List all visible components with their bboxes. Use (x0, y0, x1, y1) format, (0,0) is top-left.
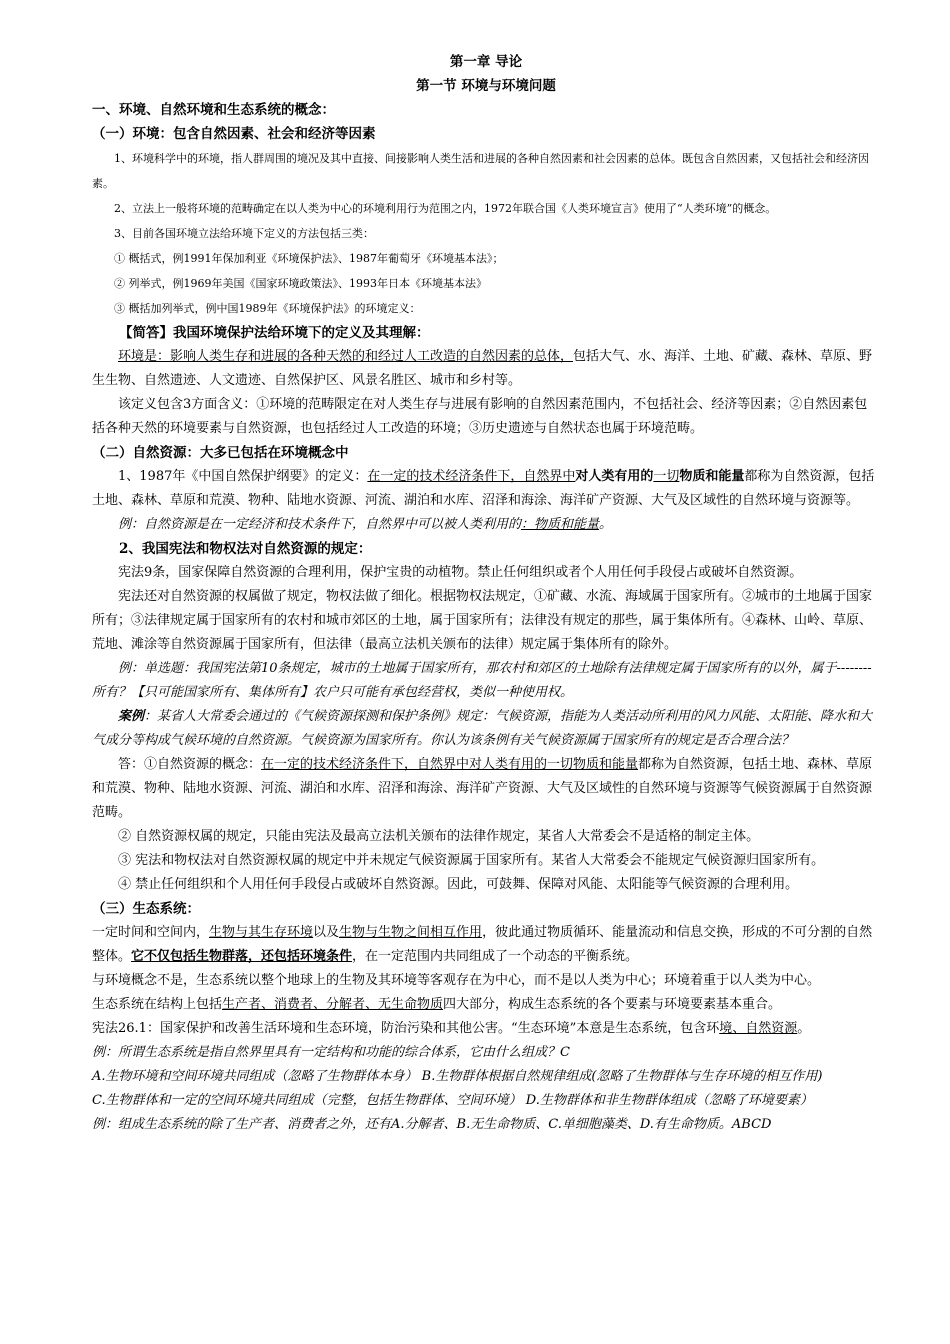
paragraph: 与环境概念不是，生态系统以整个地球上的生物及其环境等客观存在为中心，而不是以人类为中心；环境着重于以人类为中心。 (92, 973, 821, 988)
chapter-title: 第一章 导论 (449, 54, 523, 70)
question-options: C.生物群体和一定的空间环境共同组成（完整，包括生物群体、空间环境） D.生物群体和非生物群体组成（忽略了环境要素） (92, 1093, 813, 1108)
case: 案例：某省人大常委会通过的《气候资源探测和保护条例》规定：气候资源，指能为人类活动所利用的风力风能、太阳能、降水和大气成分等构成气候环境的自然资源。气候资源为国家所有。你认为该条例有关气候资源属于国家所有的规定是否合理合法？ (92, 709, 873, 748)
subsection-natural-resources: （二）自然资源：大多已包括在环境概念中 (92, 445, 349, 461)
paragraph: 1、环境科学中的环境，指人群周围的境况及其中直接、间接影响人类生活和进展的各种自然因素和社会因素的总体。既包含自然因素，又包括社会和经济因素。 (92, 152, 869, 190)
answer: ② 自然资源权属的规定，只能由宪法及最高立法机关颁布的法律作规定，某省人大常委会不是适格的制定主体。 (118, 829, 760, 844)
paragraph: 3、目前各国环境立法给环境下定义的方法包括三类： (114, 227, 374, 240)
example: 例：自然资源是在一定经济和技术条件下，自然界中可以被人类利用的：物质和能量。 (118, 517, 613, 532)
example: 例：单选题：我国宪法第10条规定，城市的土地属于国家所有，那农村和郊区的土地除有法律规定属于国家所有的以外，属于--------所有？【只可能国家所有、集体所有】农户只可能有承包经营权，类似一种使用权。 (92, 661, 872, 700)
paragraph: 该定义包含3方面含义：①环境的范畴限定在对人类生存与进展有影响的自然因素范围内，不包括社会、经济等因素；②自然因素包括各种天然的环境要素与自然资源，也包括经过人工改造的环境；③历史遗迹与自然状态也属于环境范畴。 (92, 397, 868, 436)
paragraph: 宪法26.1：国家保护和改善生活环境和生态环境，防治污染和其他公害。“生态环境”本意是生态系统，包含环境、自然资源。 (92, 1021, 811, 1036)
subsection-environment: （一）环境：包含自然因素、社会和经济等因素 (92, 126, 376, 142)
paragraph: 一定时间和空间内，生物与其生存环境以及生物与生物之间相互作用，彼此通过物质循环、能量流动和信息交换，形成的不可分割的自然整体。它不仅包括生物群落，还包括环境条件，在一定范围内共同组成了一个动态的平衡系统。 (92, 925, 873, 964)
paragraph: 2、立法上一般将环境的范畴确定在以人类为中心的环境利用行为范围之内，1972年联合国《人类环境宣言》使用了“人类环境”的概念。 (114, 202, 777, 215)
question-options: A.生物环境和空间环境共同组成（忽略了生物群体本身） B.生物群体根据自然规律组成(忽略了生物群体与生存环境的相互作用) (92, 1069, 823, 1084)
answer: ④ 禁止任何组织和个人用任何手段侵占或破坏自然资源。因此，可鼓舞、保障对风能、太阳能等气候资源的合理利用。 (118, 877, 799, 892)
heading-2: 2、我国宪法和物权法对自然资源的规定： (119, 541, 372, 557)
paragraph: 宪法9条，国家保障自然资源的合理利用，保护宝贵的动植物。禁止任何组织或者个人用任何手段侵占或破坏自然资源。 (118, 565, 803, 580)
short-answer-title: 【简答】我国环境保护法给环境下的定义及其理解： (119, 325, 430, 341)
list-item: ① 概括式，例1991年保加利亚《环境保护法》、1987年葡萄牙《环境基本法》； (114, 252, 504, 265)
question: 例：所谓生态系统是指自然界里具有一定结构和功能的综合体系，它由什么组成？C (92, 1045, 570, 1060)
paragraph: 1、1987年《中国自然保护纲要》的定义：在一定的技术经济条件下，自然界中对人类有用的一切物质和能量都称为自然资源，包括土地、森林、草原和荒漠、物种、陆地水资源、河流、湖泊和水库、沼泽和海涂、海洋矿产资源、大气及区域性的自然环境与资源等。 (92, 469, 875, 508)
answer: 答：①自然资源的概念：在一定的技术经济条件下，自然界中对人类有用的一切物质和能量都称为自然资源，包括土地、森林、草原和荒漠、物种、陆地水资源、河流、湖泊和水库、沼泽和海涂、海洋矿产资源、大气及区域性的自然环境与资源等气候资源属于自然资源范畴。 (92, 757, 873, 820)
paragraph: 生态系统在结构上包括生产者、消费者、分解者、无生命物质四大部分，构成生态系统的各个要素与环境要素基本重合。 (92, 997, 782, 1012)
answer: ③ 宪法和物权法对自然资源权属的规定中并未规定气候资源属于国家所有。某省人大常委会不能规定气候资源归国家所有。 (118, 853, 825, 868)
environment-definition: 环境是：影响人类生存和进展的各种天然的和经过人工改造的自然因素的总体，包括大气、水、海洋、土地、矿藏、森林、草原、野生生物、自然遗迹、人文遗迹、自然保护区、风景名胜区、城市和乡村等。 (92, 349, 873, 388)
question: 例：组成生态系统的除了生产者、消费者之外，还有A.分解者、B.无生命物质、C.单细胞藻类、D.有生命物质。ABCD (92, 1117, 772, 1132)
section-title: 第一节 环境与环境问题 (416, 78, 556, 94)
subsection-ecosystem: （三）生态系统： (92, 901, 200, 917)
list-item: ③ 概括加列举式，例中国1989年《环境保护法》的环境定义： (114, 302, 421, 315)
heading-1: 一、环境、自然环境和生态系统的概念： (92, 102, 335, 118)
paragraph: 宪法还对自然资源的权属做了规定，物权法做了细化。根据物权法规定，①矿藏、水流、海域属于国家所有。②城市的土地属于国家所有；③法律规定属于国家所有的农村和城市郊区的土地，属于国家所有；法律没有规定的那些，属于集体所有。④森林、山岭、草原、荒地、滩涂等自然资源属于国家所有，但法律（最高立法机关颁布的法律）规定属于集体所有的除外。 (92, 589, 873, 652)
list-item: ② 列举式，例1969年美国《国家环境政策法》、1993年日本《环境基本法》 (114, 277, 487, 290)
